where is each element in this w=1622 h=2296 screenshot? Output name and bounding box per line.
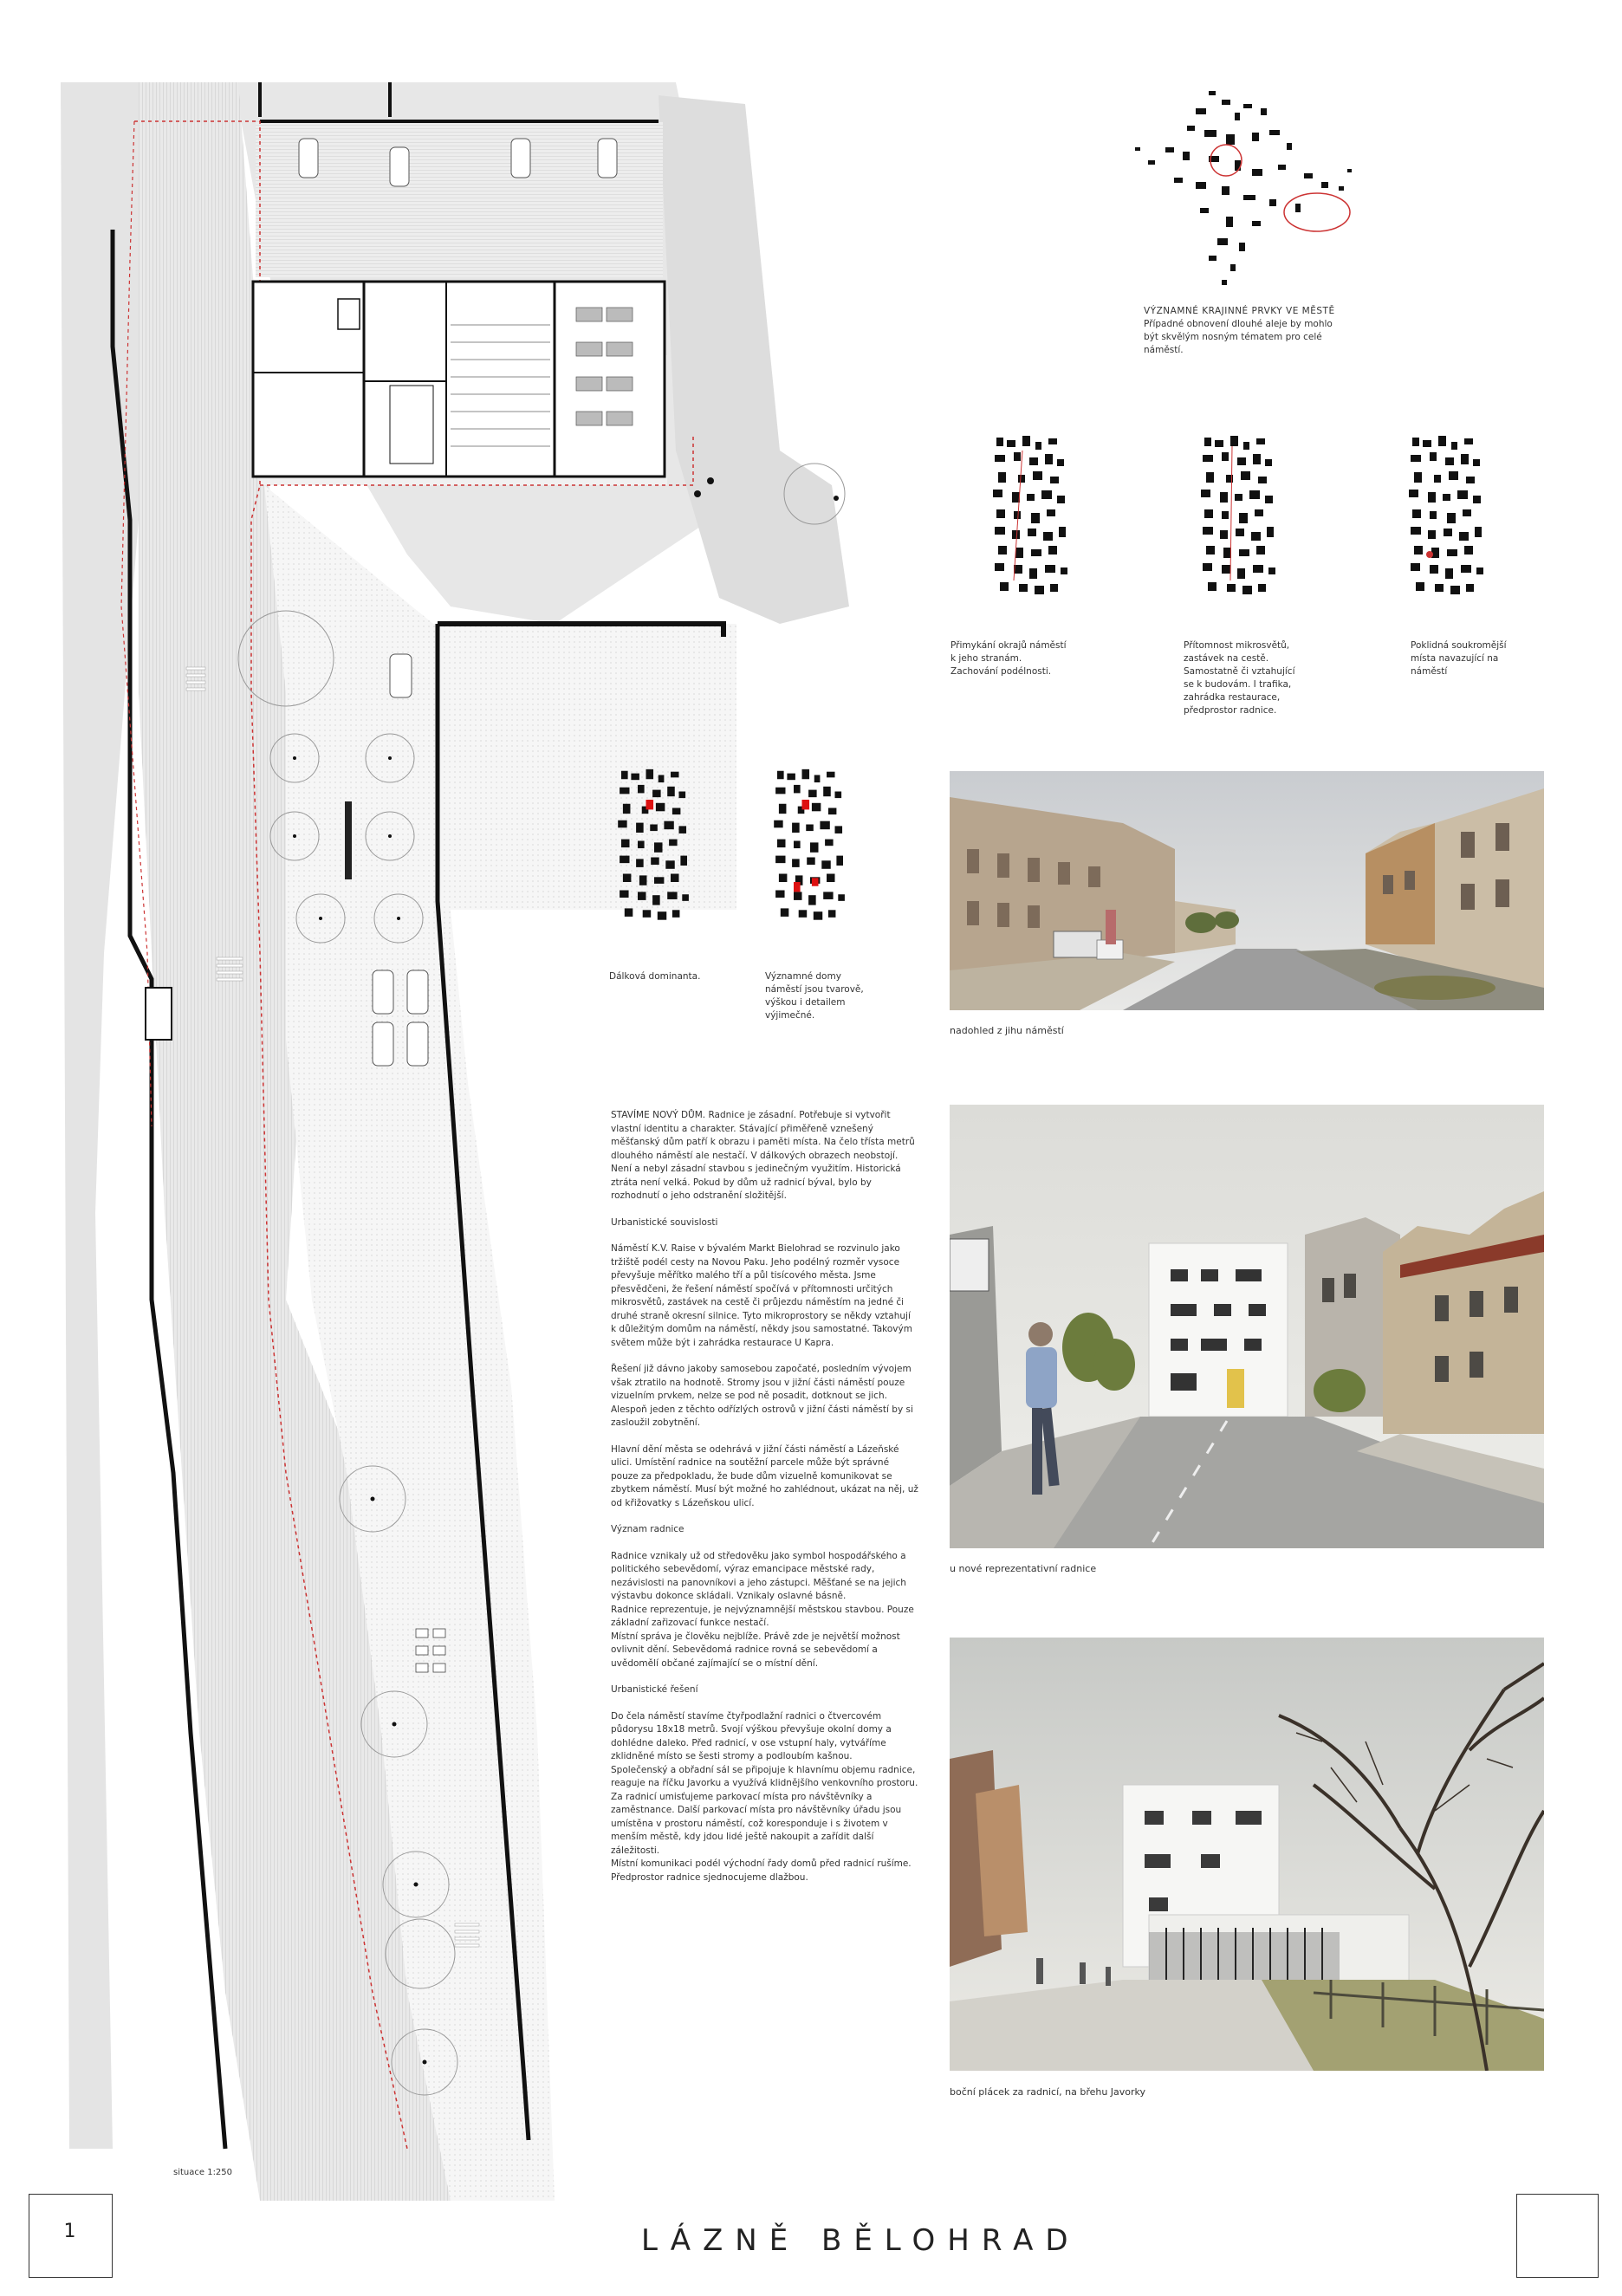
diagram-block (1473, 459, 1480, 466)
diagram-block (1243, 442, 1249, 450)
diagram-block (656, 803, 665, 812)
diagram-marker (1230, 446, 1232, 580)
diagram-block (1022, 436, 1030, 446)
diagram-block (1220, 492, 1228, 503)
diagram-block (1007, 440, 1015, 447)
diagram-block (1476, 568, 1483, 574)
diagram-block (820, 821, 829, 830)
diagram-block (623, 804, 631, 814)
corner-box (1516, 2194, 1599, 2278)
diagram-block (1206, 472, 1214, 483)
diagram-block (1045, 454, 1053, 464)
diagram-block (669, 840, 678, 846)
diagram-significant-houses (767, 767, 853, 931)
diagram-block (808, 895, 816, 905)
photo-caption-2: u nové reprezentativní radnice (950, 1563, 1097, 1574)
diagram-block (1027, 494, 1035, 501)
diagram-block (775, 856, 785, 864)
diagram-block (1253, 565, 1263, 573)
town-hall-plan (253, 282, 665, 477)
photo-side-square (950, 1638, 1544, 2071)
main-text (611, 1109, 918, 1897)
diagram-block (1475, 527, 1482, 537)
diagram-block (1451, 442, 1457, 450)
diagram-block (812, 803, 821, 812)
diagram-block (1047, 509, 1055, 516)
diagram-block (1461, 565, 1471, 573)
diagram-block (1450, 586, 1460, 594)
diagram-block (1459, 532, 1469, 541)
diagram-block (1412, 438, 1419, 446)
diagram-block (1012, 530, 1020, 539)
diagram-block (638, 892, 646, 900)
text-intro: STAVÍME NOVÝ DŮM. Radnice je zásadní. Potřebuje si vytvořit vlastní identitu a charakter. Stávající přiměřeně vznešený měšťanský dům patří k obrazu i paměti místa. Na čelo třísta metrů dlouhého náměstí ale nestačí. V dálkových obrazech neobstojí. Není a nebyl zásadní stavbou s jedinečným využitím. Historická ztráta není velká. Pokud by dům už radnicí býval, bylo by rozhodnutí o jeho odstranění složitější. (611, 1110, 915, 1201)
diagram-block (1430, 565, 1438, 574)
diagram-block (1464, 546, 1473, 555)
diagram-dominant (611, 767, 697, 931)
diagram-block (1206, 546, 1215, 555)
diagram-block (646, 769, 654, 779)
diagram-block (1204, 438, 1211, 446)
diagram-block (638, 785, 645, 794)
diagram-block (792, 859, 800, 867)
diagram-block (799, 910, 808, 918)
diagram-block (1015, 548, 1023, 558)
diagram-block (1236, 529, 1244, 536)
photo-new-town-hall (950, 1105, 1544, 1548)
diagram-block (1220, 530, 1228, 539)
diagram-block (1251, 532, 1261, 541)
diagram-block (650, 825, 658, 832)
diagram-block (794, 892, 802, 900)
diagram-caption-4: Dálková dominanta. (609, 971, 701, 982)
diagram-quiet-places (1404, 433, 1490, 606)
diagram-block (838, 894, 845, 901)
text-solution-history: Řešení již dávno jakoby samosebou započaté, posledním vývojem však ztratilo na hodnotě. Stromy jsou v jižní části náměstí pouze vizuelním prvkem, nelze se pod ně posadit, dotknout se jich. Alespoň jeden z těchto odřízlých ostrovů v jižní části náměstí by si zasloužil zobytnění. (611, 1364, 913, 1428)
diagram-caption-3: Poklidná soukromější místa navazující na náměstí (1411, 640, 1507, 677)
town-map-landscape (1113, 82, 1373, 299)
diagram-block (1031, 549, 1041, 556)
diagram-block (643, 910, 652, 918)
diagram-block (667, 892, 677, 899)
diagram-block (1019, 584, 1028, 592)
diagram-block (836, 856, 843, 866)
diagram-block (1449, 471, 1458, 480)
diagram-block (1048, 438, 1057, 444)
diagram-block (1256, 546, 1265, 555)
diagram-block (996, 509, 1005, 518)
diagram-block (1434, 475, 1441, 483)
diagram-block (1466, 477, 1475, 483)
diagram-block (1204, 509, 1213, 518)
diagram-block (1430, 452, 1437, 461)
landscape-text: Případné obnovení dlouhé aleje by mohlo být skvělým nosným tématem pro celé náměstí. (1144, 319, 1333, 355)
diagram-block (1018, 475, 1025, 483)
diagram-block (1463, 509, 1471, 516)
diagram-block (638, 841, 645, 849)
diagram-block (1265, 496, 1273, 503)
diagram-caption-5: Významné domy náměstí jsou tvarově, výškou i detailem výjimečné. (765, 971, 864, 1021)
diagram-block (1258, 584, 1266, 592)
diagram-block (652, 895, 660, 905)
text-town-hall-meaning: Radnice vznikaly už od středověku jako symbol hospodářského a politického sebevědomí, výraz emancipace městské rady, nezávislosti na panovníkovi a jeho zástupci. Měšťané se na jejich výstavbu dokonce skládali. Vznikaly oslavné básně. Radnice reprezentuje, je nejvýznamnější městskou stavbou. Pouze základní zařizovací funkce nestačí. Místní správa je člověku nejblíže. Právě zde je největší možnost ovlivnit dění. Sebevědomá radnice rovná se sebevědomí a uvědomělí občané zajímající se o místní dění. (611, 1550, 914, 1669)
heading-town-hall-meaning: Význam radnice (611, 1524, 684, 1534)
diagram-block (680, 856, 687, 866)
diagram-block (1222, 565, 1230, 574)
diagram-block (1444, 529, 1452, 536)
diagram-marker (646, 800, 654, 809)
diagram-block (623, 874, 632, 883)
diagram-block (659, 775, 665, 783)
diagram-block (1215, 440, 1223, 447)
diagram-block (1043, 532, 1053, 541)
diagram-block (827, 874, 835, 883)
diagram-block (1411, 455, 1421, 462)
diagram-block (1057, 496, 1065, 503)
photo-caption-3: boční plácek za radnicí, na břehu Javorky (950, 2086, 1146, 2098)
page-title: LÁZNĚ BĚLOHRAD (641, 2223, 1080, 2258)
diagram-block (664, 821, 673, 830)
diagram-block (654, 877, 664, 884)
diagram-block (835, 826, 843, 833)
diagram-block (1227, 584, 1236, 592)
diagram-block (620, 891, 628, 898)
diagram-block (1035, 586, 1044, 594)
diagram-block (679, 826, 687, 833)
diagram-block (792, 823, 800, 833)
diagram-block (621, 840, 630, 848)
diagram-block (672, 910, 680, 918)
diagram-block (821, 860, 830, 869)
diagram-block (828, 808, 837, 815)
diagram-block (1031, 513, 1040, 523)
diagram-block (1249, 490, 1260, 499)
diagram-block (1461, 454, 1469, 464)
diagram-block (658, 911, 666, 920)
diagram-block (998, 472, 1006, 483)
diagram-marker (812, 878, 819, 886)
diagram-block (835, 792, 842, 799)
diagram-block (995, 455, 1005, 462)
diagram-block (1029, 457, 1038, 465)
diagram-marker (1426, 551, 1433, 558)
diagram-block (1230, 436, 1238, 446)
diagram-marker (802, 800, 810, 809)
diagram-block (828, 910, 836, 918)
diagram-block (639, 875, 647, 885)
diagram-block (827, 772, 835, 778)
diagram-block (1267, 527, 1274, 537)
diagram-block (1464, 438, 1473, 444)
diagram-block (1203, 455, 1213, 462)
diagram-block (794, 841, 801, 849)
diagram-block (1201, 490, 1210, 497)
diagram-block (1268, 568, 1275, 574)
diagram-block (825, 840, 834, 846)
diagram-block (1447, 549, 1457, 556)
diagram-block (1222, 452, 1229, 461)
diagram-block (995, 563, 1004, 571)
landscape-heading: VÝZNAMNÉ KRAJINNÉ PRVKY VE MĚSTĚ (1144, 306, 1335, 316)
diagram-block (774, 820, 782, 828)
diagram-caption-2: Přítomnost mikrosvětů, zastávek na cestě. Samostatně či vztahující se k budovám. I trafika, zahrádka restaurace, předprostor radnice. (1184, 640, 1295, 716)
diagram-block (1029, 568, 1037, 579)
diagram-block (1409, 490, 1418, 497)
text-urban-solution: Do čela náměstí stavíme čtyřpodlažní radnici o čtvercovém půdorysu 18x18 metrů. Svojí výškou převyšuje okolní domy a dohlédne daleko. Před radnicí, v ose vstupní haly, vytváříme zklidněné místo se šesti stromy a podloubím kašnou. Společenský a obřadní sál se připojuje k hlavnímu objemu radnice, reaguje na říčku Javorku a využívá klidnějšího venkovního prostoru. Za radnicí umisťujeme parkovací místa pro návštěvníky a zaměstnance. Další parkovací místa pro návštěvníky úřadu jsou umístěna v prostoru náměstí, což koresponduje i s životem v menším městě, kdy jdou lidé ještě nakoupit a zařídit další záležitosti. Místní komunikaci podél východní řady domů před radnicí rušíme. Předprostor radnice sjednocujeme dlažbou. (611, 1710, 918, 1883)
diagram-block (1445, 457, 1454, 465)
diagram-block (1041, 490, 1052, 499)
diagram-block (620, 788, 629, 795)
diagram-block (781, 908, 789, 917)
diagram-block (618, 820, 626, 828)
diagram-block (823, 787, 831, 796)
diagram-caption-1: Přimykání okrajů náměstí k jeho stranám. Zachování podélnosti. (950, 640, 1067, 677)
diagram-block (667, 787, 675, 796)
diagram-block (1061, 568, 1067, 574)
diagram-block (814, 775, 821, 783)
diagram-block (621, 771, 628, 780)
diagram-block (1033, 471, 1042, 480)
diagram-block (1235, 494, 1242, 501)
diagram-block (651, 858, 659, 866)
diagram-block (679, 792, 686, 799)
diagram-block (1000, 582, 1009, 591)
diagram-block (1443, 494, 1450, 501)
diagram-block (1239, 549, 1249, 556)
diagram-block (995, 527, 1005, 535)
diagram-block (1203, 563, 1212, 571)
heading-urban-solution: Urbanistické řešení (611, 1684, 698, 1695)
diagram-block (1239, 513, 1248, 523)
text-main-events: Hlavní dění města se odehrává v jižní části náměstí a Lázeňské ulici. Umístění radnice na soutěžní parcele může být správné pouze za předpokladu, že bude dům vizuelně komunikovat se zbytkem náměstí. Musí být možné ho zahlédnout, ukázat na něj, už od křižovatky s Lázeňskou ulicí. (611, 1443, 918, 1508)
diagram-block (1416, 582, 1424, 591)
diagram-block (814, 911, 822, 920)
heading-urban-context: Urbanistické souvislosti (611, 1216, 718, 1228)
diagram-block (1241, 471, 1250, 480)
diagram-block (1258, 477, 1267, 483)
diagram-microworlds (1196, 433, 1282, 606)
diagram-block (1050, 477, 1059, 483)
diagram-block (1014, 511, 1021, 519)
diagram-block (631, 774, 639, 781)
diagram-block (1466, 584, 1474, 592)
diagram-block (1256, 438, 1265, 444)
diagram-marker (794, 882, 801, 892)
diagram-block (779, 874, 788, 883)
diagram-block (1423, 440, 1431, 447)
diagram-block (625, 908, 633, 917)
diagram-block (652, 790, 661, 798)
diagram-block (1457, 490, 1468, 499)
diagram-block (777, 771, 784, 780)
diagram-block (1428, 492, 1436, 503)
diagram-block (993, 490, 1002, 497)
diagram-block (1414, 546, 1423, 555)
photo-south-view (950, 771, 1544, 1010)
diagram-block (1242, 586, 1252, 594)
diagram-block (1237, 568, 1245, 579)
diagram-block (672, 808, 681, 815)
diagram-block (777, 840, 786, 848)
diagram-block (671, 772, 679, 778)
diagram-block (1050, 584, 1058, 592)
diagram-block (665, 860, 674, 869)
diagram-block (1059, 527, 1066, 537)
diagram-block (810, 842, 819, 852)
diagram-block (794, 785, 801, 794)
page-number: 1 (63, 2221, 76, 2242)
diagram-block (1447, 513, 1456, 523)
diagram-block (807, 858, 815, 866)
diagram-block (787, 774, 795, 781)
diagram-block (779, 804, 787, 814)
diagram-block (636, 823, 644, 833)
diagram-block (1222, 511, 1229, 519)
diagram-block (806, 825, 814, 832)
diagram-block (1445, 568, 1453, 579)
diagram-block (1414, 472, 1422, 483)
diagram-block (620, 856, 629, 864)
diagram-block (1411, 563, 1420, 571)
diagram-block (1412, 509, 1421, 518)
diagram-block (1265, 459, 1272, 466)
diagram-block (1435, 584, 1444, 592)
diagram-block (1035, 442, 1041, 450)
diagram-block (1223, 548, 1231, 558)
diagram-block (1473, 496, 1481, 503)
diagram-block (996, 438, 1003, 446)
diagram-block (1014, 452, 1021, 461)
diagram-block (1045, 565, 1055, 573)
diagram-block (775, 891, 784, 898)
diagram-block (682, 894, 689, 901)
diagram-block (1253, 454, 1261, 464)
diagram-block (802, 769, 810, 779)
photo-caption-1: nadohled z jihu náměstí (950, 1025, 1064, 1036)
diagram-block (808, 790, 817, 798)
diagram-block (1438, 436, 1446, 446)
diagram-block (1255, 509, 1263, 516)
diagram-block (1057, 459, 1064, 466)
diagram-block (1048, 546, 1057, 555)
diagram-block (1028, 529, 1036, 536)
diagram-block (1208, 582, 1216, 591)
diagram-block (1203, 527, 1213, 535)
diagram-block (823, 892, 833, 899)
diagram-edges (988, 433, 1074, 606)
diagram-block (1428, 530, 1436, 539)
diagram-block (636, 859, 644, 867)
text-urban-context: Náměstí K.V. Raise v bývalém Markt Bielohrad se rozvinulo jako tržiště podél cesty na Novou Paku. Jeho podélný rozměr vysoce převyšuje měřítko malého tří a půl tisícového města. Jsme přesvědčeni, že řešení náměstí spočívá v přítomnosti určitých mikrosvětů, zastávek na cestě či průjezdu náměstím na jedné či druhé straně okresní silnice. Tyto mikroprostory se někdy vztahují k důležitým domům na náměstí, někdy jsou samostatné. Takovým světem může být i zahrádka restaurace U Kapra. (611, 1243, 912, 1348)
diagram-block (775, 788, 785, 795)
diagram-block (671, 874, 679, 883)
diagram-block (1237, 457, 1246, 465)
diagram-block (998, 546, 1007, 555)
site-plan-caption: situace 1:250 (173, 2168, 233, 2177)
diagram-block (654, 842, 663, 852)
diagram-block (1430, 511, 1437, 519)
diagram-block (1411, 527, 1421, 535)
